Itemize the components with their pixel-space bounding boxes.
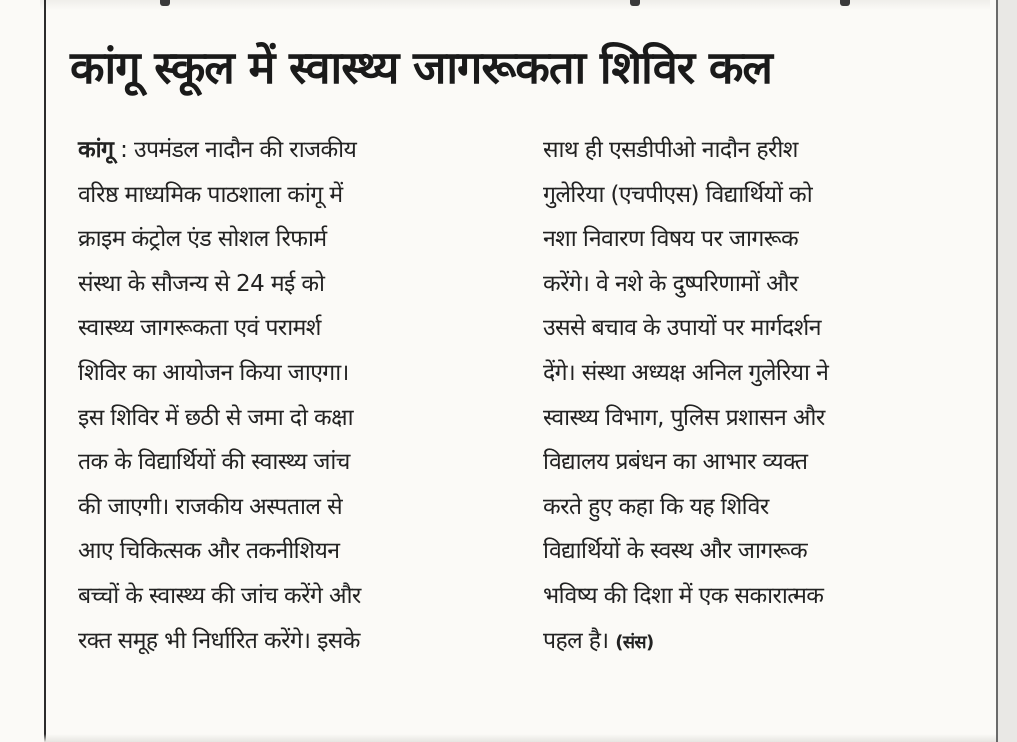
text-line: उससे बचाव के उपायों पर मार्गदर्शन xyxy=(543,315,821,342)
last-line-text: पहल है। xyxy=(543,627,609,654)
text-line: गुलेरिया (एचपीएस) विद्यार्थियों को xyxy=(543,181,813,208)
text-line: शिविर का आयोजन किया जाएगा। xyxy=(78,359,349,386)
text-line: स्वास्थ्य विभाग, पुलिस प्रशासन और xyxy=(543,404,825,431)
text-line: तक के विद्यार्थियों की स्वास्थ्य जांच xyxy=(78,449,350,476)
text-line xyxy=(78,128,523,173)
text-line: भविष्य की दिशा में एक सकारात्मक xyxy=(543,582,824,609)
text-line: बच्चों के स्वास्थ्य की जांच करेंगे और xyxy=(78,582,361,609)
text-line: क्राइम कंट्रोल एंड सोशल रिफार्म xyxy=(78,226,327,253)
text-line: करते हुए कहा कि यह शिविर xyxy=(543,493,769,520)
dateline-separator: : xyxy=(113,137,134,163)
text-line: नशा निवारण विषय पर जागरूक xyxy=(543,226,799,253)
text-line: इस शिविर में छठी से जमा दो कक्षा xyxy=(78,404,353,431)
text-line xyxy=(543,619,988,666)
text-line: देंगे। संस्था अध्यक्ष अनिल गुलेरिया ने xyxy=(543,359,829,386)
agency-credit: (संस) xyxy=(615,631,654,653)
text-line: वरिष्ठ माध्यमिक पाठशाला कांगू में xyxy=(78,181,343,208)
left-text-column xyxy=(78,128,523,663)
text-line: स्वास्थ्य जागरूकता एवं परामर्श xyxy=(78,315,321,342)
page-margin xyxy=(998,0,1017,742)
text-line: करेंगे। वे नशे के दुष्परिणामों और xyxy=(543,270,798,297)
right-text-column xyxy=(543,128,988,665)
text-line: संस्था के सौजन्य से 24 मई को xyxy=(78,270,325,297)
text-line: रक्त समूह भी निर्धारित करेंगे। इसके xyxy=(78,627,360,654)
text-line: आए चिकित्सक और तकनीशियन xyxy=(78,538,340,565)
text-line: विद्यार्थियों के स्वस्थ और जागरूक xyxy=(543,538,808,565)
left-column-rule xyxy=(44,0,46,742)
bottom-edge xyxy=(44,734,996,742)
previous-article-edge xyxy=(40,0,990,10)
text-line: विद्यालय प्रबंधन का आभार व्यक्त xyxy=(543,449,808,476)
text-line: साथ ही एसडीपीओ नादौन हरीश xyxy=(543,137,798,163)
first-line-text: उपमंडल नादौन की राजकीय xyxy=(133,137,357,163)
text-line: की जाएगी। राजकीय अस्पताल से xyxy=(78,493,343,520)
dateline: कांगू xyxy=(78,137,114,163)
article-headline: कांगू स्कूल में स्वास्थ्य जागरूकता शिविर कल xyxy=(70,41,772,94)
